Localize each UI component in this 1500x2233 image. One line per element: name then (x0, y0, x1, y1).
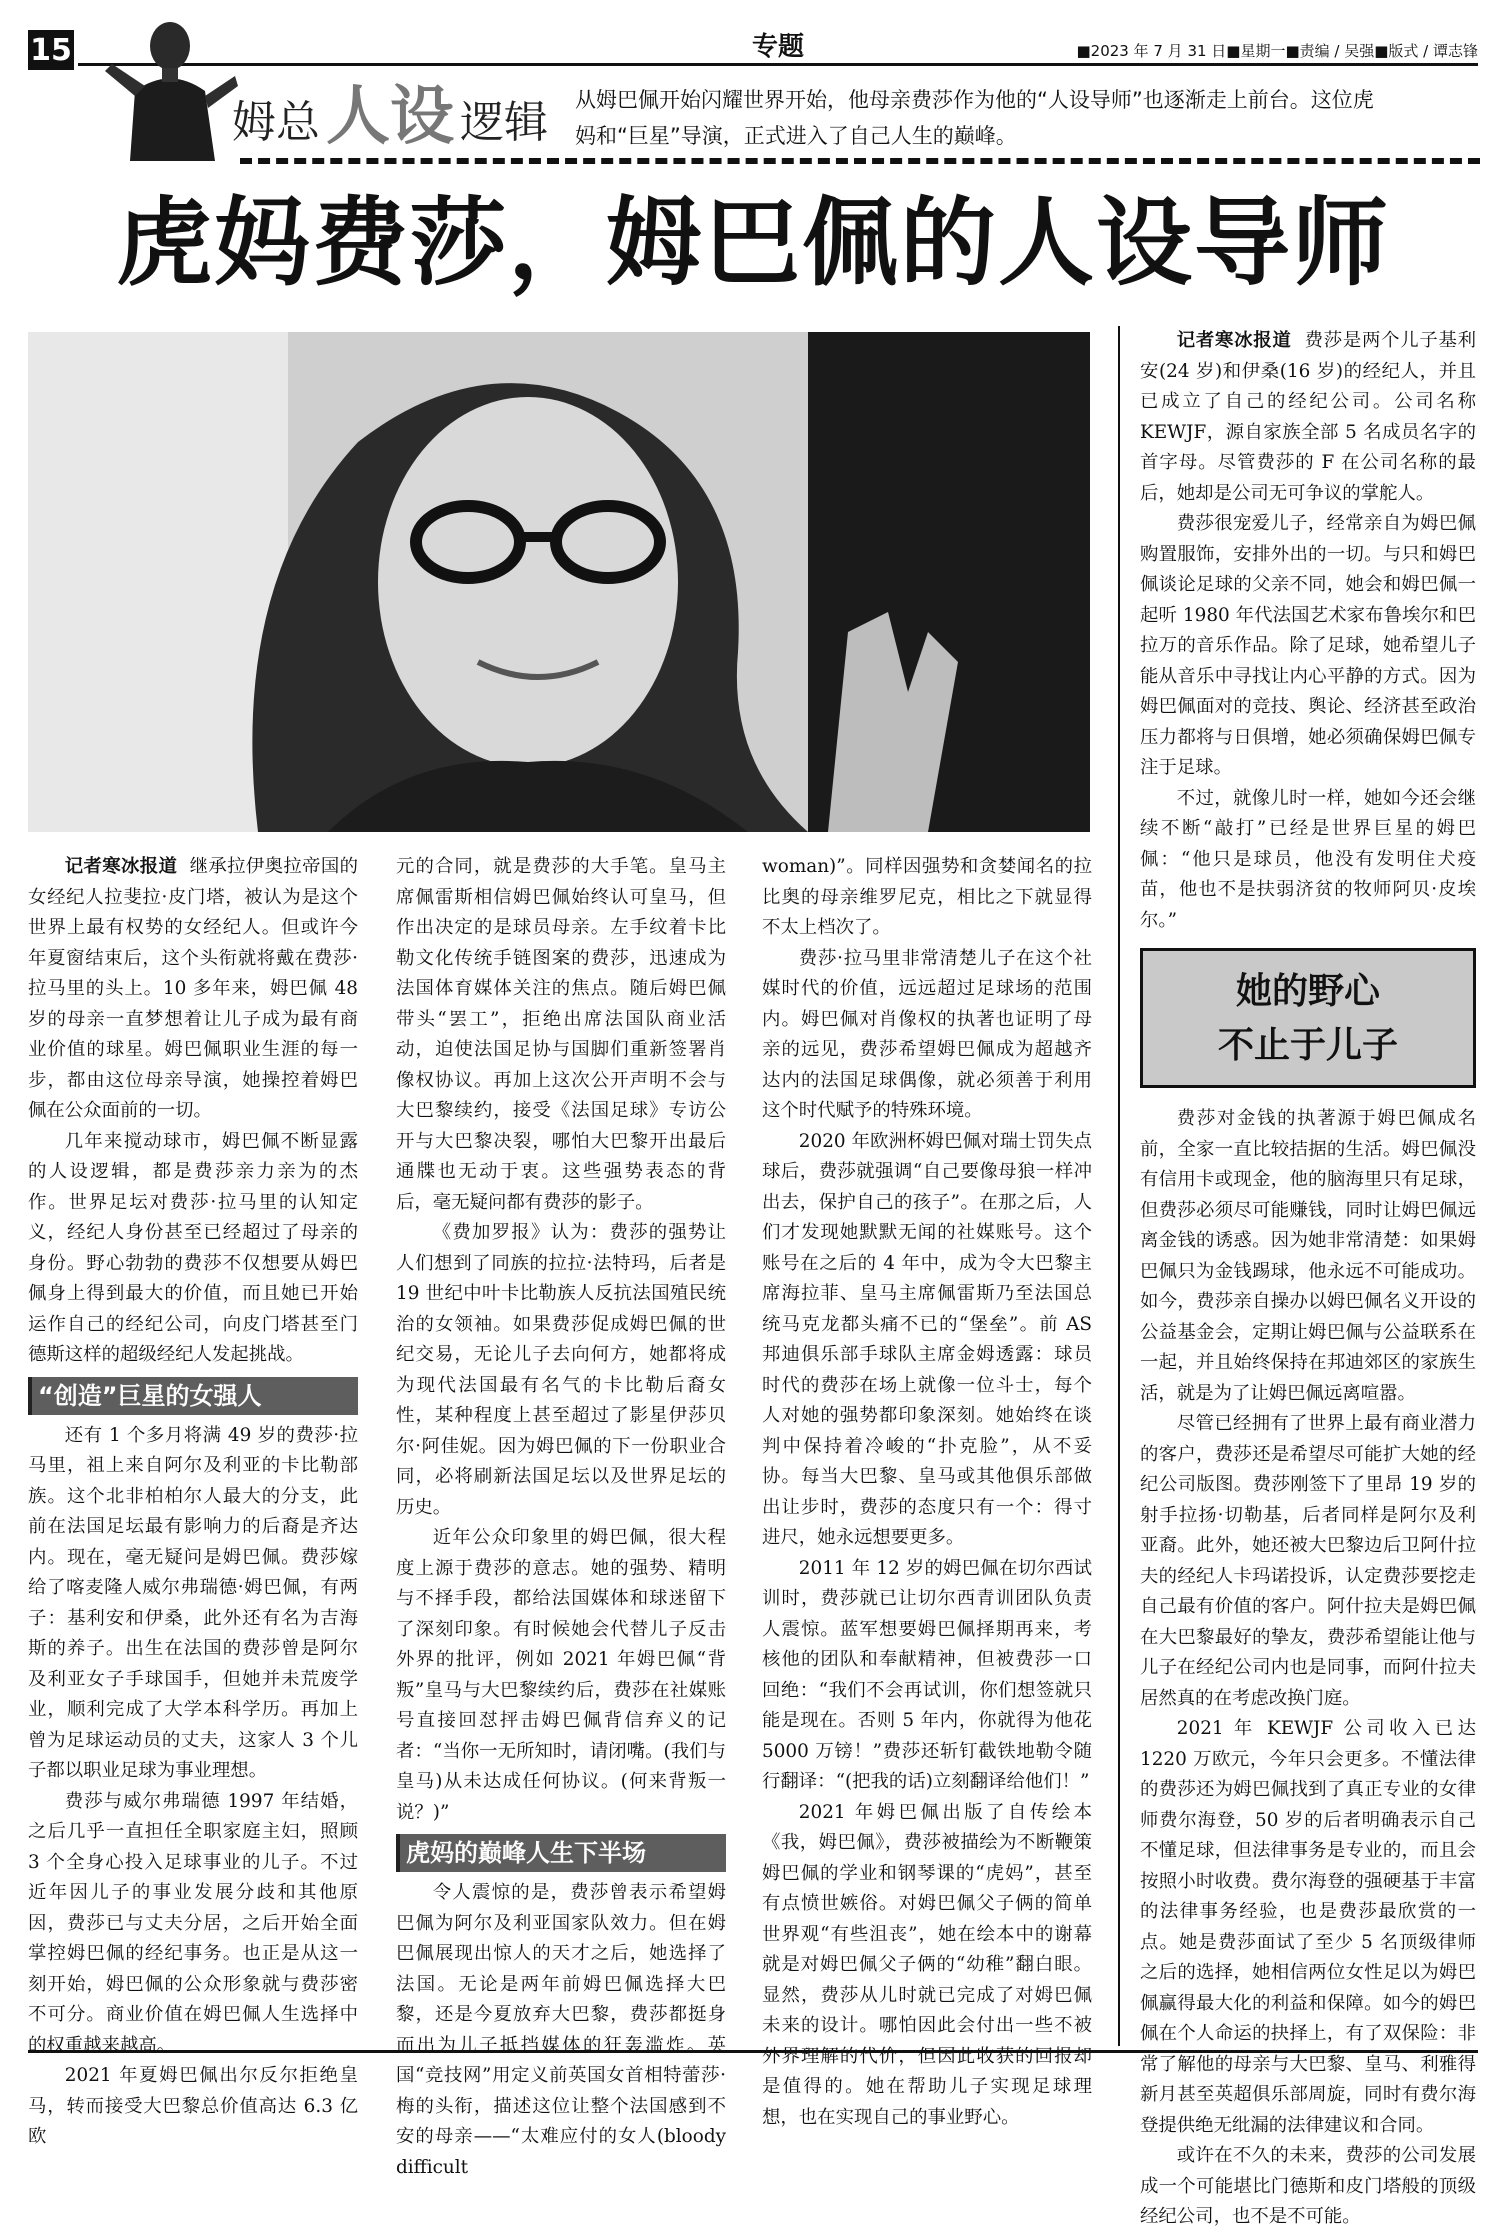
paragraph: 尽管已经拥有了世界上最有商业潜力的客户，费莎还是希望尽可能扩大她的经纪公司版图。费莎刚签下了里昂 19 岁的射手拉扬·切勒基，后者同样是阿尔及利亚裔。此外，她还被大巴黎边后卫阿什拉夫的经纪人卡玛诺投诉，认定费莎要挖走自己最有价值的客户。阿什拉夫是姆巴佩在大巴黎最好的挚友，费莎希望能让他与儿子在经纪公司内也是同事，而阿什拉夫居然真的在考虑改换门庭。 (1140, 1413, 1476, 1709)
paragraph: 或许在不久的未来，费莎的公司发展成一个可能堪比门德斯和皮门塔般的顶级经纪公司，也不是不可能。 (1140, 2145, 1476, 2227)
paragraph: 费莎与威尔弗瑞德 1997 年结婚，之后几乎一直担任全职家庭主妇，照顾 3 个全身心投入足球事业的儿子。不过近年因儿子的事业发展分歧和其他原因，费莎已与丈夫分居，之后开始全面掌控姆巴佩的经纪事务。也正是从这一刻开始，姆巴佩的公众形象就与费莎密不可分。商业价值在姆巴佩人生选择中的权重越来越高。 (28, 1790, 358, 2056)
column-logo (232, 70, 548, 154)
paragraph: 2020 年欧洲杯姆巴佩对瑞士罚失点球后，费莎就强调“自己要像母狼一样冲出去，保护自己的孩子”。在那之后，人们才发现她默默无闻的社媒账号。这个账号在之后的 4 年中，成为令大巴黎主席海拉菲、皇马主席佩雷斯乃至法国总统马克龙都头痛不已的“堡垒”。前 AS 邦迪俱乐部手球队主席金姆透露：球员时代的费莎在场上就像一位斗士，每个人对她的强势都印象深刻。她始终在谈判中保持着冷峻的“扑克脸”，从不妥协。每当大巴黎、皇马或其他俱乐部做出让步时，费莎的态度只有一个：得寸进尺，她永远想要更多。 (762, 1130, 1092, 1548)
section-title: 专题 (751, 32, 804, 62)
paragraph: 费莎很宠爱儿子，经常亲自为姆巴佩购置服饰，安排外出的一切。与只和姆巴佩谈论足球的父亲不同，她会和姆巴佩一起听 1980 年代法国艺术家布鲁埃尔和巴拉万的音乐作品。除了足球，她希望儿子能从音乐中寻找让内心平静的方式。因为姆巴佩面对的竞技、舆论、经济甚至政治压力都将与日俱增，她必须确保姆巴佩专注于足球。 (1140, 513, 1476, 778)
subheading: 虎妈的巅峰人生下半场 (396, 1834, 726, 1872)
boxed-subheading-line1: 她的野心 (1235, 971, 1380, 1012)
byline: 记者寒冰报道 (64, 856, 178, 877)
paragraph: 2021 年 KEWJF 公司收入已达 1220 万欧元，今年只会更多。不懂法律的费莎还为姆巴佩找到了真正专业的女律师费尔海登，50 岁的后者明确表示自己不懂足球，但法律事务是专业的，而且会按照小时收费。费尔海登的强硬基于丰富的法律事务经验，也是费莎最欣赏的一点。她是费莎面试了至少 5 名顶级律师之后的选择，她相信两位女性足以为姆巴佩赢得最大化的利益和保障。如今的姆巴佩在个人命运的抉择上，有了双保险：非常了解他的母亲与大巴黎、皇马、利雅得新月甚至英超俱乐部周旋，同时有费尔海登提供绝无纰漏的法律建议和合同。 (1140, 1718, 1476, 2136)
dateline: ■2023 年 7 月 31 日■星期一■责编 / 吴强■版式 / 谭志锋 (1076, 42, 1478, 60)
page-number: 15 (28, 30, 74, 70)
paragraph: 费莎是两个儿子基利安(24 岁)和伊桑(16 岁)的经纪人，并且已成立了自己的经纪公司。公司名称 KEWJF，源自家族全部 5 名成员名字的首字母。尽管费莎的 F 在公司名称的最后，她却是公司无可争议的掌舵人。 (1140, 330, 1476, 504)
paragraph: 2021 年夏姆巴佩出尔反尔拒绝皇马，转而接受大巴黎总价值高达 6.3 亿欧 (28, 2065, 358, 2147)
paragraph: 《费加罗报》认为：费莎的强势让人们想到了同族的拉拉·法特玛，后者是 19 世纪中叶卡比勒族人反抗法国殖民统治的女领袖。如果费莎促成姆巴佩的世纪交易，无论儿子去向何方，她都将成为现代法国最有名气的卡比勒后裔女性，某种程度上甚至超过了影星伊莎贝尔·阿佳妮。因为姆巴佩的下一份职业合同，必将刷新法国足坛以及世界足坛的历史。 (396, 1222, 726, 1518)
paragraph: 元的合同，就是费莎的大手笔。皇马主席佩雷斯相信姆巴佩始终认可皇马，但作出决定的是球员母亲。左手纹着卡比勒文化传统手链图案的费莎，迅速成为法国体育媒体关注的焦点。随后姆巴佩带头“罢工”，拒绝出席法国队商业活动，迫使法国足协与国脚们重新签署肖像权协议。再加上这次公开声明不会与大巴黎续约，接受《法国足球》专访公开与大巴黎决裂，哪怕大巴黎开出最后通牒也无动于衷。这些强势表态的背后，毫无疑问都有费莎的影子。 (396, 856, 726, 1213)
column-divider (1118, 326, 1120, 2046)
article-column-2 (396, 852, 726, 2183)
paragraph: 费莎·拉马里非常清楚儿子在这个社媒时代的价值，远远超过足球场的范围内。姆巴佩对肖像权的执著也证明了母亲的远见，费莎希望姆巴佩成为超越齐达内的法国足球偶像，就必须善于利用这个时代赋予的特殊环境。 (762, 947, 1092, 1121)
headline: 虎妈费莎，姆巴佩的人设导师 (116, 186, 1390, 299)
boxed-subheading-line2: 不止于儿子 (1217, 1025, 1398, 1066)
paragraph: 2021 年姆巴佩出版了自传绘本《我，姆巴佩》，费莎被描绘为不断鞭策姆巴佩的学业和钢琴课的“虎妈”，甚至有点愤世嫉俗。对姆巴佩父子俩的简单世界观“有些沮丧”，她在绘本中的谢幕就是对姆巴佩父子俩的“幼稚”翻白眼。显然，费莎从儿时就已完成了对姆巴佩未来的设计。哪怕因此会付出一些不被外界理解的代价，但因此收获的回报却是值得的。她在帮助儿子实现足球理想，也在实现自己的事业野心。 (762, 1801, 1092, 2128)
article-column-1 (28, 852, 358, 2153)
article-column-3 (762, 852, 1092, 2133)
portrait-photo (28, 332, 1090, 832)
paragraph: 还有 1 个多月将满 49 岁的费莎·拉马里，祖上来自阿尔及利亚的卡比勒部族。这个北非柏柏尔人最大的分支，此前在法国足坛最有影响力的后裔是齐达内。现在，毫无疑问是姆巴佩。费莎嫁给了喀麦隆人威尔弗瑞德·姆巴佩，有两子：基利安和伊桑，此外还有名为吉海斯的养子。出生在法国的费莎曾是阿尔及利亚女子手球国手，但她并未荒废学业，顺利完成了大学本科学历。再加上曾为足球运动员的丈夫，这家人 3 个儿子都以职业足球为事业理想。 (28, 1424, 358, 1781)
intro-text: 从姆巴佩开始闪耀世界开始，他母亲费莎作为他的“人设导师”也逐渐走上前台。这位虎妈和“巨星”导演，正式进入了自己人生的巅峰。 (575, 88, 1374, 148)
subheading: “创造”巨星的女强人 (28, 1377, 358, 1415)
paragraph: 继承拉伊奥拉帝国的女经纪人拉斐拉·皮门塔，被认为是这个世界上最有权势的女经纪人。但或许今年夏窗结束后，这个头衔就将戴在费莎·拉马里的头上。10 多年来，姆巴佩 48 岁的母亲一直梦想着让儿子成为最有商业价值的球星。姆巴佩职业生涯的每一步，都由这位母亲导演，她操控着姆巴佩在公众面前的一切。 (28, 856, 358, 1121)
paragraph: 费莎对金钱的执著源于姆巴佩成名前，全家一直比较拮据的生活。姆巴佩没有信用卡或现金，他的脑海里只有足球，但费莎必须尽可能赚钱，同时让姆巴佩远离金钱的诱惑。因为她非常清楚：如果姆巴佩只为金钱踢球，他永远不可能成功。如今，费莎亲自操办以姆巴佩名义开设的公益基金会，定期让姆巴佩与公益联系在一起，并且始终保持在邦迪郊区的家族生活，就是为了让姆巴佩远离喧嚣。 (1140, 1108, 1476, 1404)
dashed-divider (240, 158, 1480, 164)
byline: 记者寒冰报道 (1176, 330, 1292, 351)
boxed-subheading (1140, 948, 1476, 1088)
paragraph: woman)”。同样因强势和贪婪闻名的拉比奥的母亲维罗尼克，相比之下就显得不太上档次了。 (762, 856, 1092, 938)
paragraph: 几年来搅动球市，姆巴佩不断显露的人设逻辑，都是费莎亲力亲为的杰作。世界足坛对费莎·拉马里的认知定义，经纪人身份甚至已经超过了母亲的身份。野心勃勃的费莎不仅想要从姆巴佩身上得到最大的价值，而且她已开始运作自己的经纪公司，向皮门塔甚至门德斯这样的超级经纪人发起挑战。 (28, 1130, 358, 1365)
paragraph: 2011 年 12 岁的姆巴佩在切尔西试训时，费莎就已让切尔西青训团队负责人震惊。蓝军想要姆巴佩择期再来，考核他的团队和奉献精神，但被费莎一口回绝：“我们不会再试训，你们想签就只能是现在。否则 5 年内，你就得为他花 5000 万镑！”费莎还斩钉截铁地勒令随行翻译：“(把我的话)立刻翻译给他们！” (762, 1557, 1092, 1792)
column-logo-part3: 逻辑 (460, 97, 548, 148)
player-cutout-image (100, 16, 240, 161)
column-logo-part2: 人设 (326, 80, 454, 154)
column-logo-part1: 姆总 (232, 97, 320, 148)
paragraph: 令人震惊的是，费莎曾表示希望姆巴佩为阿尔及利亚国家队效力。但在姆巴佩展现出惊人的天才之后，她选择了法国。无论是两年前姆巴佩选择大巴黎，还是今夏放弃大巴黎，费莎都挺身而出为儿子抵挡媒体的狂轰滥炸。英国“竞技网”用定义前英国女首相特蕾莎·梅的头衔，描述这位让整个法国感到不安的母亲——“太难应付的女人(bloody difficult (396, 1882, 726, 2178)
paragraph: 近年公众印象里的姆巴佩，很大程度上源于费莎的意志。她的强势、精明与不择手段，都给法国媒体和球迷留下了深刻印象。有时候她会代替儿子反击外界的批评，例如 2021 年姆巴佩“背叛”皇马与大巴黎续约后，费莎在社媒账号直接回怼抨击姆巴佩背信弃义的记者：“当你一无所知时，请闭嘴。(我们与皇马)从未达成任何协议。(何来背叛一说？)” (396, 1527, 726, 1823)
bottom-rule (28, 2050, 1478, 2053)
paragraph: 不过，就像儿时一样，她如今还会继续不断“敲打”已经是世界巨星的姆巴佩：“他只是球员，他没有发明住犬疫苗，他也不是扶弱济贫的牧师阿贝·皮埃尔。” (1140, 787, 1476, 931)
page-header-bar (78, 30, 1478, 66)
article-column-4 (1140, 326, 1476, 2233)
